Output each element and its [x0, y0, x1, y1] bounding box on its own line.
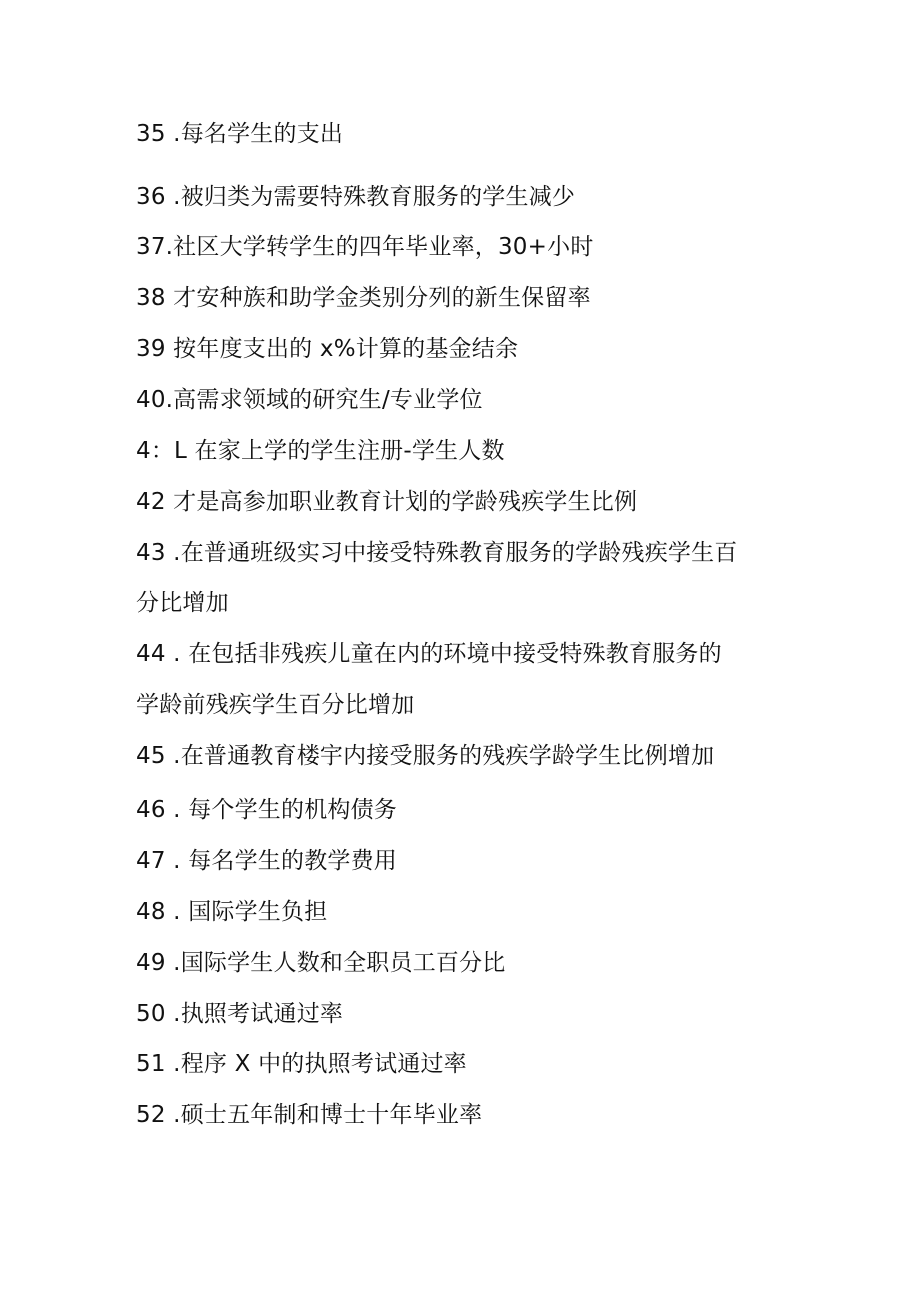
list-item: 4：L 在家上学的学生注册-学生人数: [136, 438, 505, 464]
list-item: 50 .执照考试通过率: [136, 1001, 344, 1027]
list-item: 42 才是高参加职业教育计划的学龄残疾学生比例: [136, 489, 638, 515]
list-item: 52 .硕士五年制和博士十年毕业率: [136, 1102, 483, 1128]
list-item: 51 .程序 X 中的执照考试通过率: [136, 1051, 467, 1077]
list-item: 43 .在普通班级实习中接受特殊教育服务的学龄残疾学生百: [136, 540, 738, 566]
list-item: 35 .每名学生的支出: [136, 121, 344, 147]
list-item: 39 按年度支出的 x%计算的基金结余: [136, 336, 519, 362]
list-item: 45 .在普通教育楼宇内接受服务的残疾学龄学生比例增加: [136, 743, 715, 769]
list-item: 37.社区大学转学生的四年毕业率，30+小时: [136, 234, 594, 260]
list-item-continuation: 学龄前残疾学生百分比增加: [136, 692, 415, 718]
list-item: 47 . 每名学生的教学费用: [136, 848, 397, 874]
list-item: 38 才安种族和助学金类别分列的新生保留率: [136, 285, 591, 311]
list-item-continuation: 分比增加: [136, 590, 229, 616]
list-item: 44 . 在包括非残疾儿童在内的环境中接受特殊教育服务的: [136, 641, 722, 667]
list-item: 46 . 每个学生的机构债务: [136, 797, 397, 823]
list-item: 36 .被归类为需要特殊教育服务的学生减少: [136, 184, 576, 210]
list-item: 48 . 国际学生负担: [136, 899, 328, 925]
list-item: 40.高需求领域的研究生/专业学位: [136, 387, 483, 413]
list-item: 49 .国际学生人数和全职员工百分比: [136, 950, 506, 976]
